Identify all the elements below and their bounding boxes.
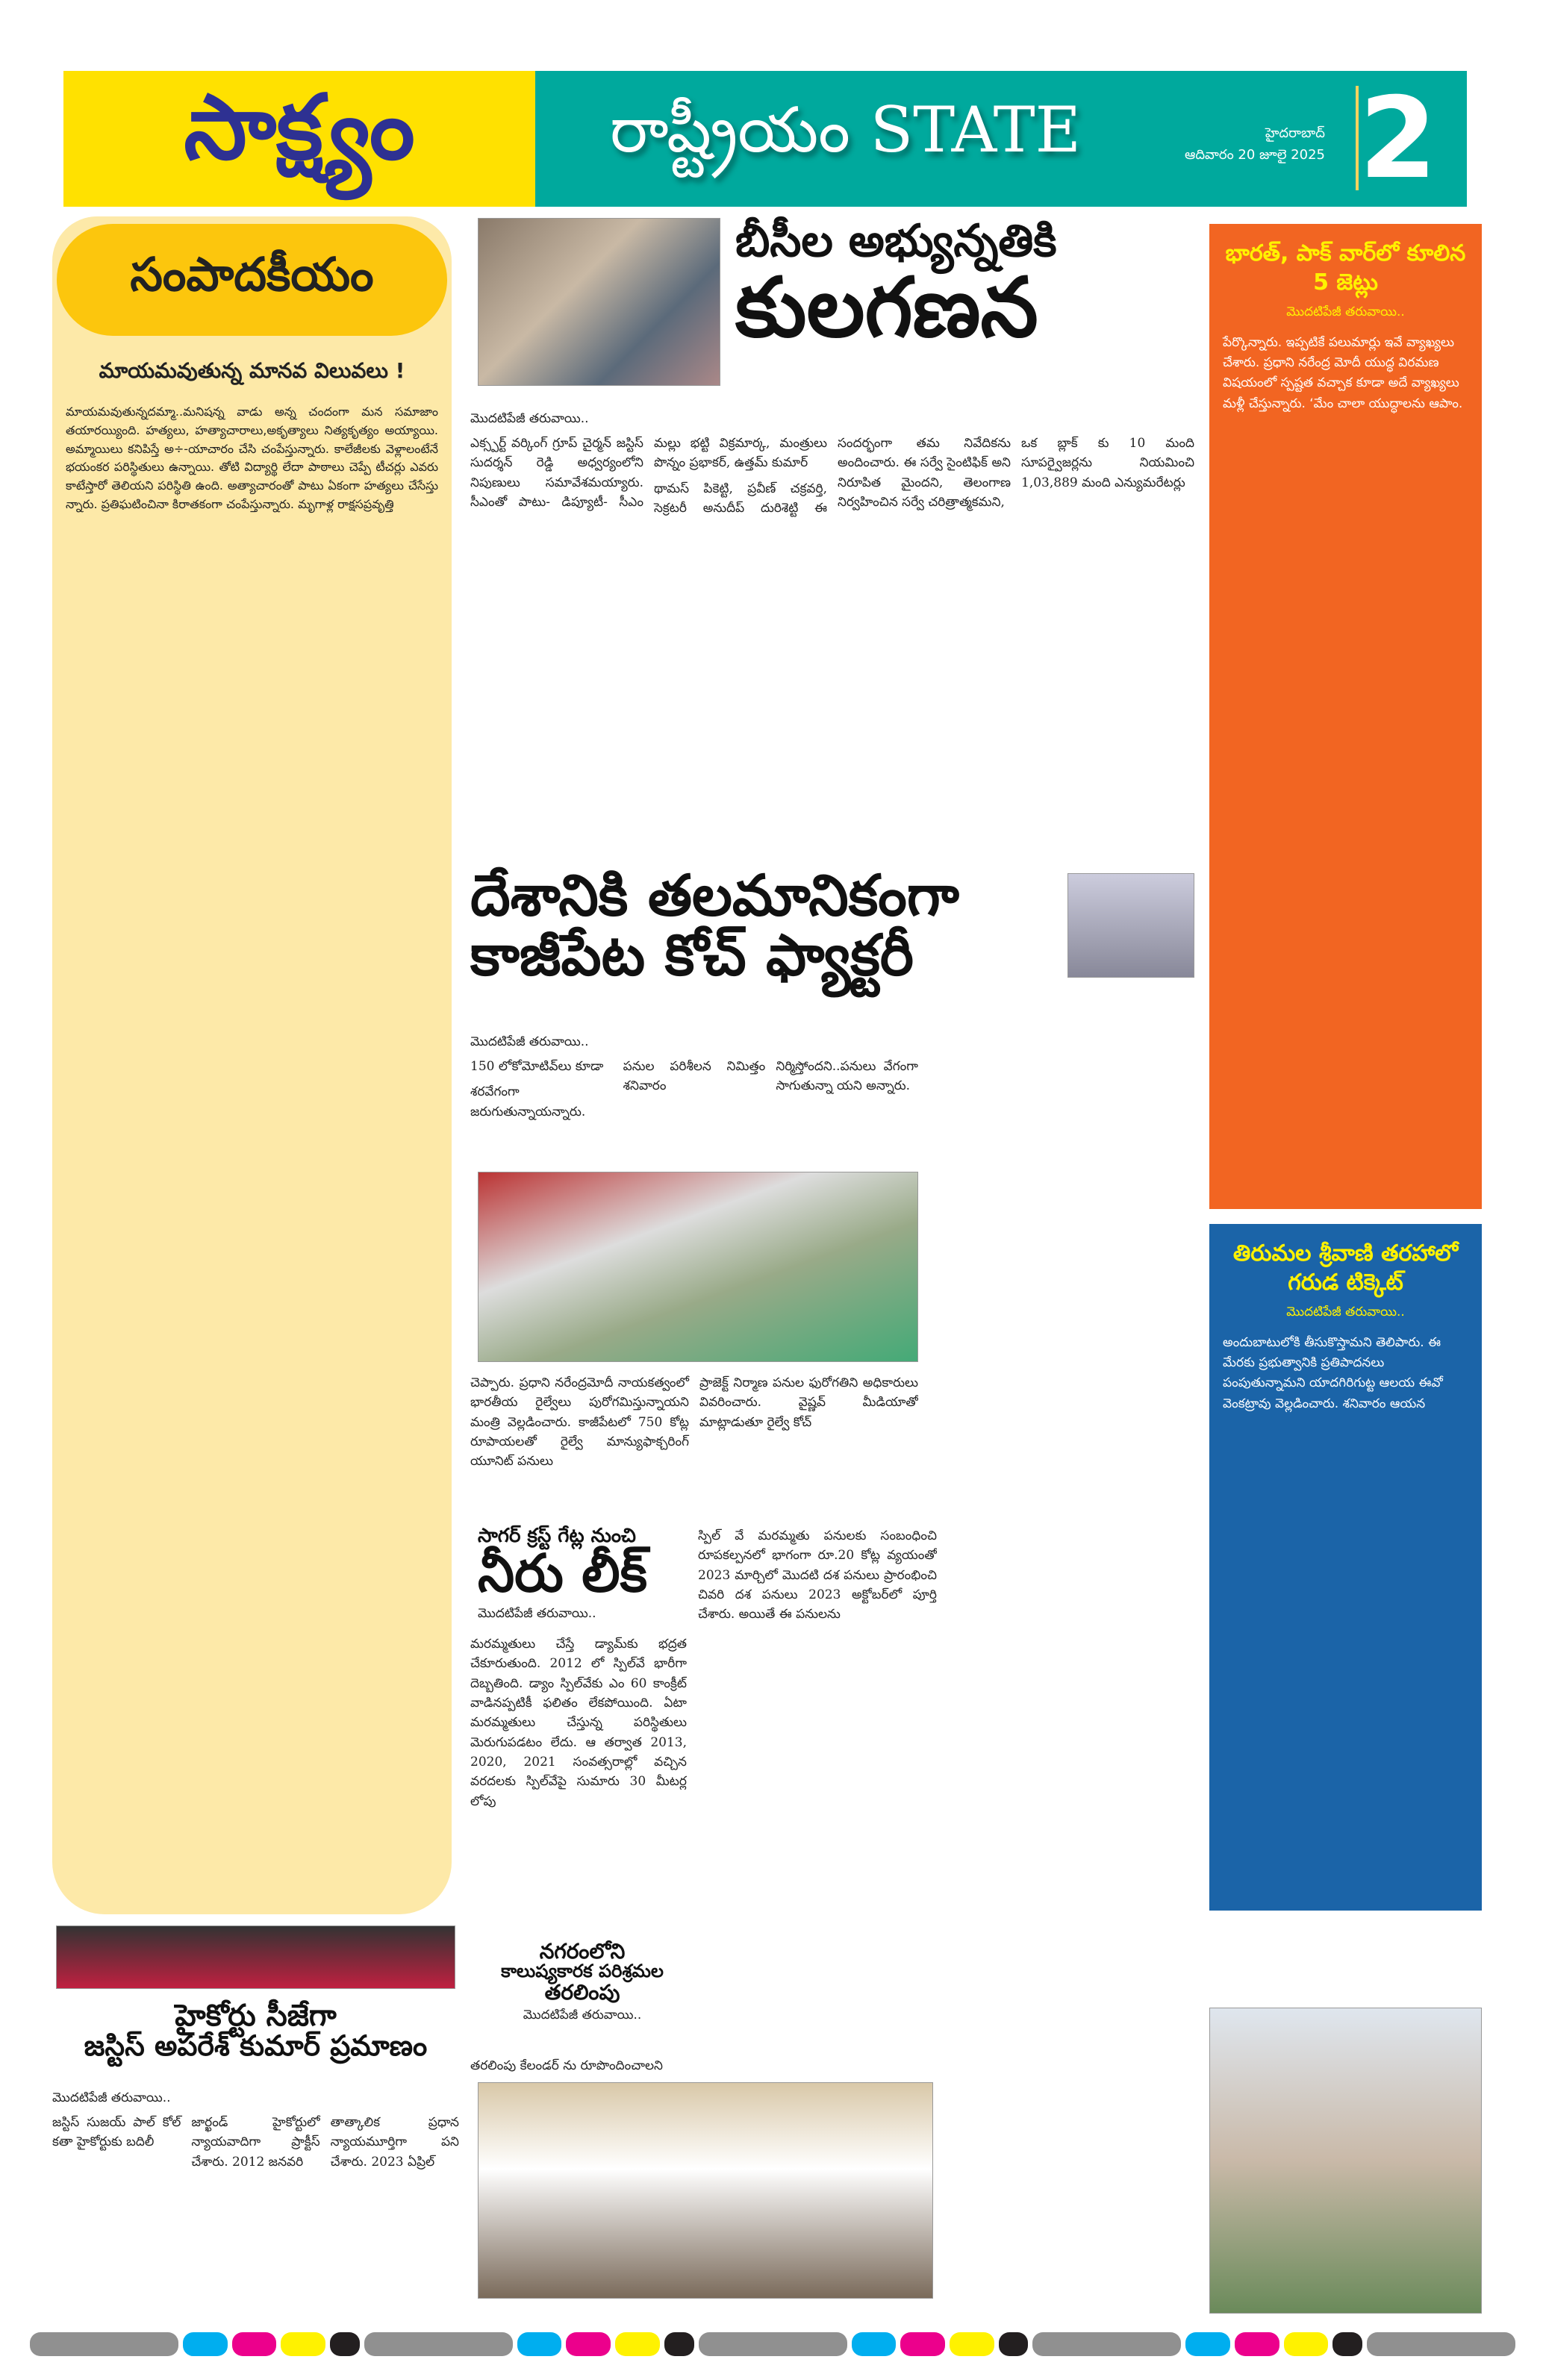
sagar-headline — [478, 1526, 694, 1628]
byline: మొదటిపేజీ తరువాయి.. — [1286, 1305, 1405, 1319]
headline-line: జస్టిస్ అపరేశ్ కుమార్ ప్రమాణం — [84, 2029, 428, 2062]
headline-line: దేశానికి తలమానికంగా — [470, 862, 959, 928]
byline: మొదటిపేజీ తరువాయి.. — [52, 2090, 171, 2105]
headline-line: హైకోర్టు సీజేగా — [175, 1999, 337, 2033]
editorial-box — [52, 216, 452, 1914]
byline: మొదటిపేజీ తరువాయి.. — [523, 2007, 642, 2023]
article-text: 150 లోకోమోటివ్‌లు కూడా — [470, 1059, 604, 1074]
sagar-article-cont — [698, 1526, 937, 1974]
masthead-logo: సాక్ష్యం — [63, 71, 535, 207]
article-text: థామస్ పికెట్టి, ప్రవీణ్ చక్రవర్తి, సెక్రటరీ అనుదీప్ దురిశెట్టి ఈ సందర్భంగా తమ నివేదికను అందించారు. ఈ సర్వే సైంటిఫిక్ అని నిరూపిత మైందని, తెలంగాణ నిర్వహించిన సర్వే చరిత్రాత్మకమని, — [654, 436, 1011, 516]
nagaram-headline — [470, 1940, 694, 2030]
hc-headline — [52, 2000, 459, 2061]
coach-article-cont — [470, 1373, 918, 1515]
factory-photo — [1067, 873, 1194, 978]
article-text: ప్రాజెక్ట్ నిర్మాణ పనుల ఫురోగతిని అధికారులు వివరించారు. వైష్ణవ్ మీడియాతో మాట్లాడుతూ రైల్వే కోచ్ — [699, 1375, 918, 1430]
article-text: స్పిల్ వే మరమ్మతు పనులకు సంబంధించి రూపకల్పనలో భాగంగా రూ.20 కోట్ల వ్యయంతో 2023 మార్చిలో మొదటి దశ పనులు ప్రారంభించి చివరి దశ పనులు 2023 అక్టోబర్‌లో పూర్తి చేశారు. అయితే ఈ పనులను — [698, 1528, 937, 1622]
article-text: మరమ్మతులు చేస్తే డ్యామ్‌కు భద్రత చేకూరుతుంది. 2012 లో స్పిల్‌వే భారీగా దెబ్బతింది. డ్యాం స్పిల్‌వేకు ఎం 60 కాంక్రీట్ వాడినప్పటికీ ఫలితం లేకపోయింది. ఏటా మరమ్మతులు చేస్తున్న పరిస్థితులు మెరుగుపడటం లేదు. ఆ తర్వాత 2013, 2020, 2021 సంవత్సరాల్లో వచ్చిన వరదలకు స్పిల్‌వేపై సుమారు 30 మీటర్ల లోపు — [470, 1637, 687, 1809]
article-text: నిర్మిస్తోందని..పనులు వేగంగా సాగుతున్నా యని అన్నారు. — [776, 1059, 918, 1094]
byline: మొదటిపేజీ తరువాయి.. — [470, 411, 589, 426]
dateline — [1185, 123, 1325, 166]
article-text: ఎక్స్పర్ట్ వర్కింగ్ గ్రూప్ చైర్మన్ జస్టిస్ సుదర్శన్ రెడ్డి అధ్వర్యంలోని నిపుణులు సమావేశమయ్యారు. సీఎంతో పాటు- డిప్యూటీ- సీఎం మల్లు భట్టి విక్రమార్క, మంత్రులు పొన్నం ప్రభాకర్, ఉత్తమ్ కుమార్ — [470, 436, 827, 510]
headline-line: కులగణన — [735, 260, 1038, 355]
editorial-title: మాయమవుతున్న మానవ విలువలు ! — [99, 358, 405, 383]
section-title: రాష్ట్రీయం STATE — [610, 93, 1081, 166]
page-number: 2 — [1359, 74, 1437, 204]
temple-photo — [1209, 2008, 1482, 2314]
article-text: అందుబాటులోకి తీసుకొస్తామని తెలిపారు. ఈ మేరకు ప్రభుత్వానికి ప్రతిపాదనలు పంపుతున్నామని యాదగిరిగుట్ట ఆలయ ఈవో వెంకట్రావు వెల్లడించారు. శనివారం ఆయన — [1223, 1335, 1443, 1411]
headline-line: సాగర్ క్రస్ట్ గేట్ల నుంచి — [478, 1525, 636, 1547]
article-text: శరవేగంగా జరుగుతున్నాయన్నారు. పనుల పరిశీలన నిమిత్తం శనివారం — [470, 1059, 766, 1119]
officials-meeting-photo — [478, 2082, 933, 2299]
headline-line: కాలుష్యకారక పరిశ్రమల — [501, 1961, 664, 1982]
headline-line: నగరంలోని — [539, 1939, 626, 1964]
divider — [1356, 86, 1359, 190]
article-text: తాత్కాలిక ప్రధాన న్యాయమూర్తిగా పని చేశారు. 2023 ఏప్రిల్ — [330, 2115, 459, 2170]
headline-line: కాజీపేట కోచ్ ఫ్యాక్టరీ — [470, 921, 914, 988]
article-text: ఒక బ్లాక్ కు 10 మంది సూపర్వైజర్లను నియమించి 1,03,889 మంది ఎన్యుమరేటర్లు — [1021, 436, 1194, 490]
article-text: తరలింపు కేలండర్ ను రూపొందించాలని — [470, 2058, 663, 2073]
coach-article — [470, 1030, 918, 1164]
minister-inspection-photo — [478, 1172, 918, 1362]
sagar-article — [470, 1634, 687, 1918]
war-box — [1209, 224, 1482, 1209]
byline: మొదటిపేజీ తరువాయి.. — [478, 1605, 596, 1621]
article-text: పేర్కొన్నారు. ఇప్పటికే పలుమార్లు ఇవే వ్యాఖ్యలు చేశారు. ప్రధాని నరేంద్ర మోదీ యుద్ధ విరమణ విషయంలో స్పష్టత వచ్చాక కూడా అదే వ్యాఖ్యలు మళ్లీ చేస్తున్నారు. ‘మేం చాలా యుద్ధాలను ఆపాం. — [1223, 335, 1463, 411]
kulaganana-headline — [735, 215, 1183, 355]
editorial-label: సంపాదకీయం — [57, 224, 447, 336]
editorial-text: మాయమవుతున్నదమ్మా..మనిషన్న వాడు అన్న చందంగా మన సమాజాం తయారయ్యింది. హత్యలు, హత్యాచారాలు,అకృత్యాలు నిత్యకృత్యం అయ్యాయి. అమ్మాయిలు కనిపిస్తే అ÷-యాచారం చేసి చంపేస్తున్నారు. కాలేజీలకు వెళ్లాలంటేనే భయంకర పరిస్థితులు ఉన్నాయి. తోటి విద్యార్థి లేదా పాఠాలు చెప్పే టీచర్లు ఎవరు కాటేస్తారో తెలియని పరిస్థితి ఉంది. అత్యాచారంతో పాటు ఏకంగా హత్యలు చేసేస్తు న్నారు. ప్రతిఘటించినా కిరాతకంగా చంపేస్తున్నారు. మృగాళ్ల రాక్షసప్రవృత్తి — [66, 405, 438, 511]
byline: మొదటిపేజీ తరువాయి.. — [470, 1034, 589, 1049]
article-text: జస్టిస్ సుజయ్ పాల్ కోల్ కతా హైకోర్టుకు బదిలీ — [52, 2115, 181, 2150]
war-headline: భారత్, పాక్ వార్‌లో కూలిన 5 జెట్లు — [1225, 240, 1466, 296]
article-text: చెప్పారు. ప్రధాని నరేంద్రమోదీ నాయకత్వంలో భారతీయ రైల్వేలు పురోగమిస్తున్నాయని మంత్రి వెల్లడించారు. కాజీపేటలో 750 కోట్ల రూపాయలతో రైల్వే మాన్యుఫాక్చరింగ్ యూనిట్ పనులు — [470, 1375, 689, 1469]
swearing-in-photo — [56, 1925, 455, 1989]
nagaram-article — [470, 2056, 694, 2081]
tirumala-headline: తిరుమల శ్రీవాణి తరహాలో గరుడ టిక్కెట్ — [1232, 1240, 1459, 1296]
print-color-strip — [30, 2332, 1515, 2356]
meeting-photo — [478, 218, 720, 386]
headline-line: తరలింపు — [544, 1979, 620, 2005]
tirumala-box — [1209, 1224, 1482, 1911]
kulaganana-article — [470, 407, 1194, 855]
date: ఆదివారం 20 జూలై 2025 — [1184, 146, 1325, 163]
hc-article — [52, 2086, 459, 2317]
section-banner — [535, 71, 1467, 207]
headline-line: బీసీల అభ్యున్నతికి — [735, 215, 1057, 267]
byline: మొదటిపేజీ తరువాయి.. — [1286, 304, 1405, 319]
city: హైదరాబాద్ — [1265, 125, 1325, 141]
coach-headline — [470, 862, 1060, 988]
headline-line: నీరు లీక్ — [478, 1543, 648, 1605]
article-text: జార్ఖండ్ హైకోర్టులో న్యాయవాదిగా ప్రాక్టీస్ చేశారు. 2012 జనవరి — [191, 2115, 320, 2170]
